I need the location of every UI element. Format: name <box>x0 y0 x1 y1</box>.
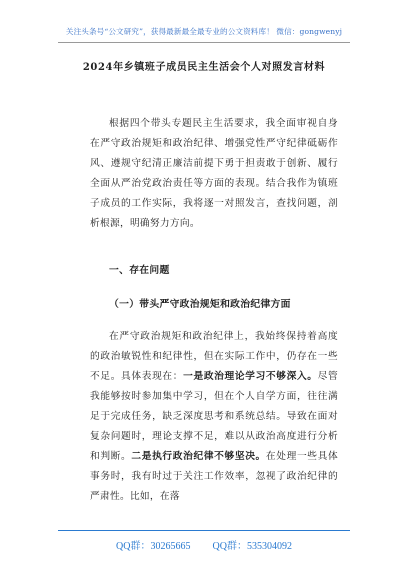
body-paragraph <box>90 327 338 507</box>
body-text-part1: 在严守政治规矩和政治纪律上，我始终保持着高度的政治敏锐性和纪律性，但在实际工作中，仍存在一些不足。具体表现在： <box>90 331 338 382</box>
footer-qq-group-1: QQ群：30265665 <box>116 541 191 552</box>
header-note: 关注头条号“公文研究”，获得最新最全最专业的公文资料库！ 微信：gongwenyj <box>65 27 343 36</box>
footer <box>0 537 408 552</box>
body-highlight-2: 二是执行政治纪律不够坚决。 <box>131 451 266 462</box>
body-text-part2: 尽管我能够按时参加集中学习，但在个人自学方面，往往满足于完成任务，缺乏深度思考和系统总结。导致在面对复杂问题时，理论支撑不足，难以从政治高度进行分析和判断。 <box>90 371 339 462</box>
body-text-part3: 在处理一些具体事务时，我有时过于关注工作效率，忽视了政治纪律的严肃性。比如，在落 <box>90 451 338 502</box>
header-divider <box>58 42 350 43</box>
subsection-heading: （一）带头严守政治规矩和政治纪律方面 <box>109 299 291 310</box>
document-title: 2024年乡镇班子成员民主生活会个人对照发言材料 <box>82 62 326 73</box>
section-heading: 一、存在问题 <box>109 265 170 276</box>
intro-paragraph: 根据四个带头专题民主生活要求，我全面审视自身在严守政治规矩和政治纪律、增强党性严守纪律砥砺作风、遵规守纪清正廉洁前提下勇于担责敢于创新、履行全面从严治党政治责任等方面的表现。结合我作为镇班子成员的工作实际，我将逐一对照发言，查找问题，剖析根源，明确努力方向。 <box>90 118 338 229</box>
footer-divider <box>58 530 350 531</box>
footer-qq-group-2: QQ群：535304092 <box>212 541 292 552</box>
body-highlight-1: 一是政治理论学习不够深入。 <box>183 371 318 382</box>
